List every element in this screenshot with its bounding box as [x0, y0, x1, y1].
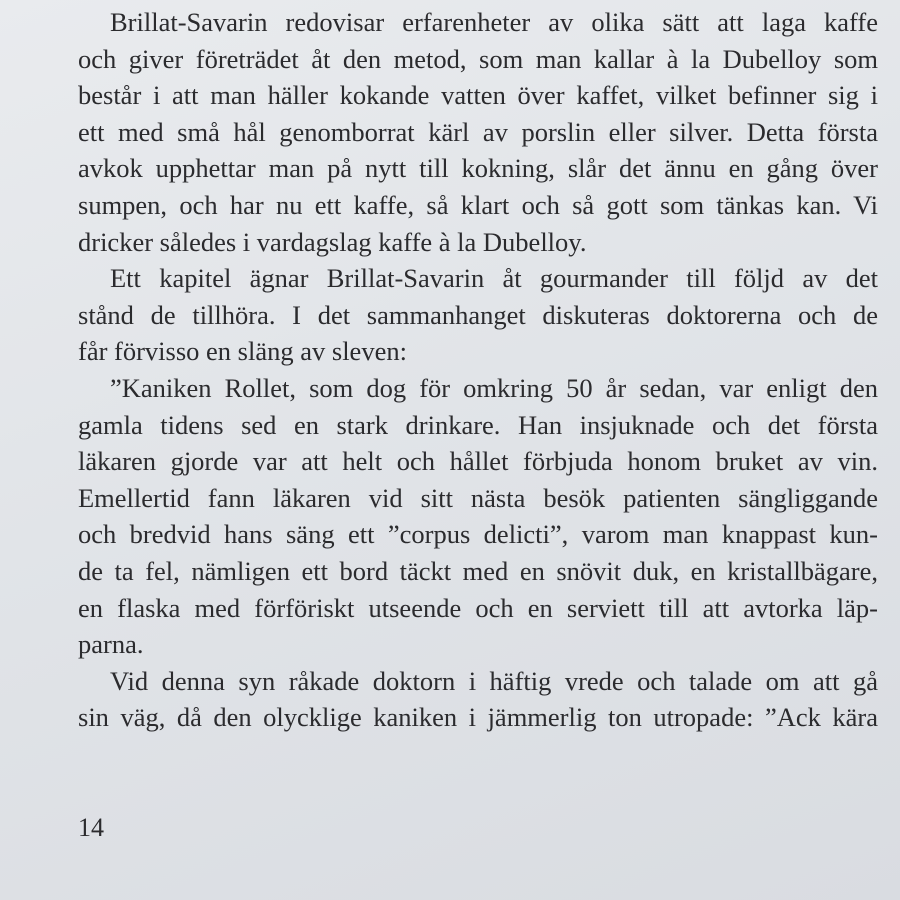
text-line: ”Kaniken Rollet, som dog för omkring 50 år sedan, var enligt den	[110, 372, 878, 403]
text-line: parna.	[78, 629, 144, 660]
paragraph-doctor-anger	[78, 663, 878, 736]
text-line: sin väg, då den olycklige kaniken i jämmerlig ton utropade: ”Ack kära	[78, 702, 878, 733]
text-line: Emellertid fann läkaren vid sitt nästa besök patienten sängliggande	[78, 482, 878, 513]
text-line: de ta fel, nämligen ett bord täckt med en snövit duk, en kristallbägare,	[78, 555, 878, 586]
paragraph-coffee-method	[78, 4, 878, 260]
text-line: dricker således i vardagslag kaffe à la Dubelloy.	[78, 226, 587, 257]
text-line: gamla tidens sed en stark drinkare. Han insjuknade och det första	[78, 409, 878, 440]
text-line: och bredvid hans säng ett ”corpus delicti”, varom man knappast kun-	[78, 519, 878, 550]
text-line: avkok upphettar man på nytt till kokning, slår det ännu en gång över	[78, 153, 878, 184]
text-line: Brillat-Savarin redovisar erfarenheter av olika sätt att laga kaffe	[110, 7, 878, 37]
text-line: och giver företrädet åt den metod, som man kallar à la Dubelloy som	[78, 43, 878, 74]
body-text	[78, 4, 878, 736]
text-line: Ett kapitel ägnar Brillat-Savarin åt gourmander till följd av det	[110, 263, 878, 294]
text-line: består i att man häller kokande vatten över kaffet, vilket befinner sig i	[78, 80, 878, 111]
text-line: läkaren gjorde var att helt och hållet förbjuda honom bruket av vin.	[78, 446, 878, 477]
paragraph-canon-quote	[78, 370, 878, 663]
text-line: Vid denna syn råkade doktorn i häftig vrede och talade om att gå	[110, 665, 878, 696]
text-line: sumpen, och har nu ett kaffe, så klart och så gott som tänkas kan. Vi	[78, 189, 878, 220]
paragraph-gourmands	[78, 260, 878, 370]
text-line: stånd de tillhöra. I det sammanhanget diskuteras doktorerna och de	[78, 299, 878, 330]
page-number: 14	[78, 813, 104, 842]
text-line: ett med små hål genomborrat kärl av porslin eller silver. Detta första	[78, 116, 878, 147]
text-line: en flaska med förföriskt utseende och en serviett till att avtorka läp-	[78, 592, 878, 623]
text-line: får förvisso en släng av sleven:	[78, 336, 407, 367]
